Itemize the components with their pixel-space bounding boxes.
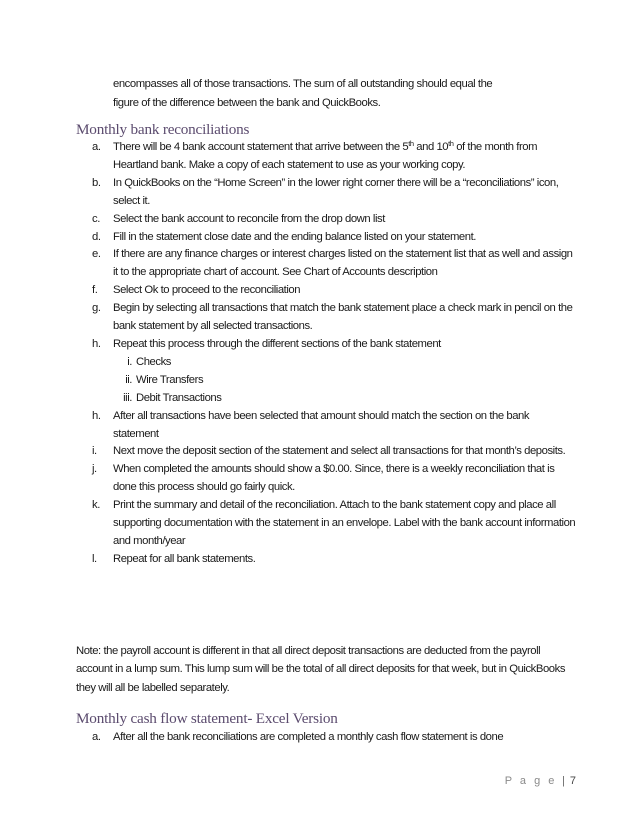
page-label: P a g e — [504, 775, 557, 787]
list-item — [76, 229, 576, 247]
list-item — [76, 246, 576, 282]
cash-flow-steps-list — [76, 729, 576, 747]
superscript: th — [408, 139, 414, 148]
list-item-text: If there are any finance charges or interest charges listed on the statement list that as well and assign it to the appropriate chart of account. See Chart of Accounts description — [113, 248, 573, 279]
list-item — [76, 211, 576, 229]
section-heading-cash-flow: Monthly cash flow statement- Excel Version — [76, 710, 338, 727]
list-item — [76, 336, 576, 354]
list-item — [76, 408, 576, 444]
intro-line-2: figure of the difference between the bank and QuickBooks. — [113, 96, 381, 109]
list-item — [76, 729, 576, 747]
list-marker: j. — [92, 463, 97, 476]
list-item — [76, 551, 576, 569]
list-marker: b. — [92, 176, 101, 189]
list-marker: k. — [92, 499, 100, 512]
list-marker: h. — [92, 409, 101, 422]
list-marker: i. — [127, 355, 132, 368]
list-item-text: Repeat for all bank statements. — [113, 552, 256, 565]
list-item-text: There will be 4 bank account statement that arrive between the 5th and 10th of the month from Heartland bank. Make a copy of each statement to use as your working copy. — [113, 139, 538, 171]
list-item — [76, 139, 576, 175]
list-marker: d. — [92, 230, 101, 243]
list-item-text: Select Ok to proceed to the reconciliation — [113, 284, 301, 297]
list-item-text: Next move the deposit section of the statement and select all transactions for that month’s deposits. — [113, 445, 566, 458]
list-marker: f. — [92, 284, 98, 297]
list-item-text: Select the bank account to reconcile from the drop down list — [113, 212, 385, 225]
list-item-text: Begin by selecting all transactions that match the bank statement place a check mark in pencil on the bank statement by all selected transactions. — [113, 302, 573, 333]
payroll-note: Note: the payroll account is different in that all direct deposit transactions are deducted from the payroll account in a lump sum. This lump sum will be the total of all direct deposits for that week, but in QuickBooks they will all be labelled separately. — [76, 645, 566, 694]
reconciliation-steps-list — [76, 139, 576, 569]
list-item-text: Debit Transactions — [136, 391, 222, 404]
list-item-text: In QuickBooks on the “Home Screen” in the lower right corner there will be a “reconciliations” icon, select it. — [113, 176, 559, 207]
list-item — [76, 461, 576, 497]
sub-list-item — [76, 390, 576, 408]
list-marker: l. — [92, 552, 97, 565]
list-marker: c. — [92, 212, 100, 225]
intro-line-1: encompasses all of those transactions. The sum of all outstanding should equal the — [113, 78, 493, 90]
section-heading-bank-reconciliations: Monthly bank reconciliations — [76, 121, 250, 138]
list-item-text: After all transactions have been selected that amount should match the section on the bank statement — [113, 409, 530, 440]
sub-list-item — [76, 372, 576, 390]
list-marker: e. — [92, 248, 101, 261]
list-marker: iii. — [123, 391, 132, 404]
list-item — [76, 497, 576, 551]
list-item-text: Print the summary and detail of the reconciliation. Attach to the bank statement copy and place all supporting documentation with the statement in an envelope. Label with the bank account information and month/year — [113, 499, 576, 547]
list-marker: ii. — [125, 373, 132, 386]
list-item-text: Fill in the statement close date and the ending balance listed on your statement. — [113, 230, 476, 243]
list-marker: h. — [92, 337, 101, 350]
list-item — [76, 175, 576, 211]
page-number: 7 — [569, 775, 576, 787]
list-item-text: After all the bank reconciliations are completed a monthly cash flow statement is done — [113, 731, 504, 743]
intro-paragraph — [113, 75, 573, 112]
list-marker: a. — [92, 731, 101, 743]
list-item-text: When completed the amounts should show a $0.00. Since, there is a weekly reconciliation that is done this process should go fairly quick. — [113, 463, 555, 494]
superscript: th — [448, 139, 454, 148]
page-footer — [505, 775, 576, 787]
footer-separator: | — [561, 775, 565, 787]
list-item — [76, 443, 576, 461]
list-item-text: Wire Transfers — [136, 373, 204, 386]
list-item — [76, 300, 576, 336]
list-marker: a. — [92, 141, 101, 153]
sub-list-item — [76, 354, 576, 372]
list-marker: g. — [92, 302, 101, 315]
list-item-text: Checks — [136, 355, 171, 368]
list-item-text: Repeat this process through the different sections of the bank statement — [113, 337, 441, 350]
list-item — [76, 282, 576, 300]
list-marker: i. — [92, 445, 97, 458]
